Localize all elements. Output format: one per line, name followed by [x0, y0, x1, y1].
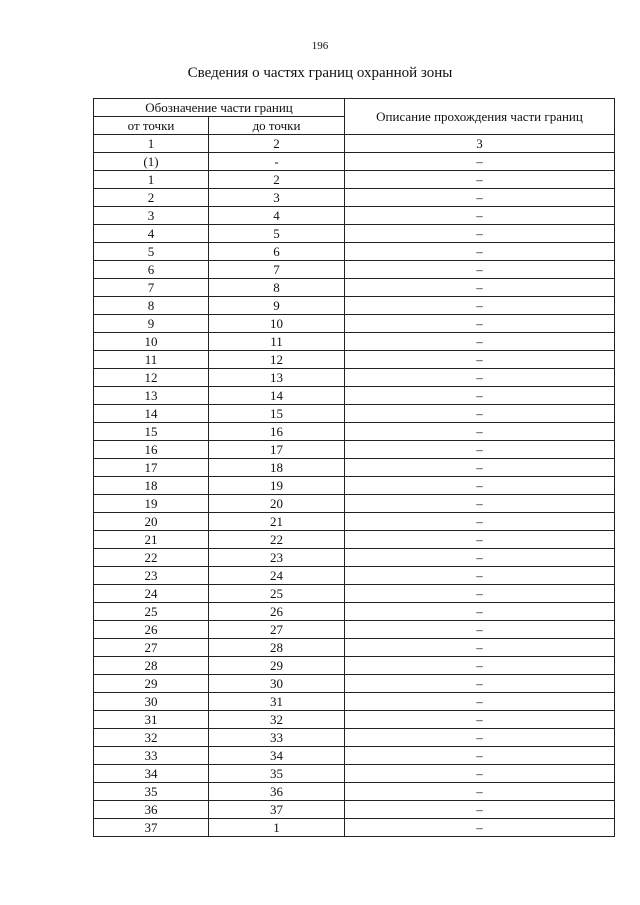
table-row — [94, 225, 615, 243]
from-point-cell: 20 — [94, 513, 209, 531]
to-point-cell: 22 — [209, 531, 345, 549]
to-point-cell: 29 — [209, 657, 345, 675]
table-row — [94, 801, 615, 819]
table-row — [94, 153, 615, 171]
description-cell: – — [345, 369, 615, 387]
description-cell: – — [345, 603, 615, 621]
from-point-cell: 32 — [94, 729, 209, 747]
description-cell: – — [345, 225, 615, 243]
description-cell: – — [345, 693, 615, 711]
table-row — [94, 531, 615, 549]
to-point-cell: 11 — [209, 333, 345, 351]
description-cell: – — [345, 783, 615, 801]
to-point-cell: - — [209, 153, 345, 171]
description-cell: – — [345, 441, 615, 459]
to-point-cell: 18 — [209, 459, 345, 477]
to-point-cell: 36 — [209, 783, 345, 801]
from-point-cell: 31 — [94, 711, 209, 729]
to-point-cell: 33 — [209, 729, 345, 747]
description-cell: – — [345, 639, 615, 657]
from-point-cell: 23 — [94, 567, 209, 585]
description-cell: – — [345, 657, 615, 675]
table-row — [94, 405, 615, 423]
to-point-cell: 30 — [209, 675, 345, 693]
description-cell: – — [345, 495, 615, 513]
table-row — [94, 747, 615, 765]
table-header — [94, 99, 615, 153]
from-point-cell: 2 — [94, 189, 209, 207]
from-point-cell: 13 — [94, 387, 209, 405]
column-number-1: 1 — [94, 135, 209, 153]
from-point-cell: 26 — [94, 621, 209, 639]
table-row — [94, 693, 615, 711]
to-point-cell: 13 — [209, 369, 345, 387]
description-cell: – — [345, 423, 615, 441]
to-point-cell: 26 — [209, 603, 345, 621]
to-point-cell: 15 — [209, 405, 345, 423]
from-point-cell: 30 — [94, 693, 209, 711]
to-point-cell: 5 — [209, 225, 345, 243]
to-point-cell: 37 — [209, 801, 345, 819]
table-row — [94, 189, 615, 207]
table-row — [94, 765, 615, 783]
from-point-cell: 17 — [94, 459, 209, 477]
from-point-cell: 18 — [94, 477, 209, 495]
description-cell: – — [345, 153, 615, 171]
to-point-cell: 21 — [209, 513, 345, 531]
description-cell: – — [345, 729, 615, 747]
description-cell: – — [345, 405, 615, 423]
description-cell: – — [345, 513, 615, 531]
to-point-cell: 7 — [209, 261, 345, 279]
table-row — [94, 297, 615, 315]
from-point-cell: 36 — [94, 801, 209, 819]
header-to-point: до точки — [209, 117, 345, 135]
column-number-3: 3 — [345, 135, 615, 153]
table-row — [94, 351, 615, 369]
to-point-cell: 2 — [209, 171, 345, 189]
table-row — [94, 621, 615, 639]
description-cell: – — [345, 675, 615, 693]
table-row — [94, 567, 615, 585]
to-point-cell: 8 — [209, 279, 345, 297]
from-point-cell: 24 — [94, 585, 209, 603]
to-point-cell: 32 — [209, 711, 345, 729]
header-boundary-designation: Обозначение части границ — [94, 99, 345, 117]
table-row — [94, 207, 615, 225]
to-point-cell: 27 — [209, 621, 345, 639]
from-point-cell: 34 — [94, 765, 209, 783]
table-row — [94, 243, 615, 261]
to-point-cell: 31 — [209, 693, 345, 711]
table-row — [94, 369, 615, 387]
from-point-cell: 35 — [94, 783, 209, 801]
from-point-cell: 37 — [94, 819, 209, 837]
from-point-cell: 10 — [94, 333, 209, 351]
boundary-parts-table — [93, 98, 615, 837]
to-point-cell: 12 — [209, 351, 345, 369]
to-point-cell: 35 — [209, 765, 345, 783]
table-row — [94, 729, 615, 747]
table-row — [94, 711, 615, 729]
to-point-cell: 19 — [209, 477, 345, 495]
from-point-cell: 19 — [94, 495, 209, 513]
description-cell: – — [345, 387, 615, 405]
from-point-cell: 9 — [94, 315, 209, 333]
page-title: Сведения о частях границ охранной зоны — [187, 65, 453, 81]
description-cell: – — [345, 567, 615, 585]
from-point-cell: 6 — [94, 261, 209, 279]
from-point-cell: 25 — [94, 603, 209, 621]
from-point-cell: 12 — [94, 369, 209, 387]
from-point-cell: 33 — [94, 747, 209, 765]
table-row — [94, 441, 615, 459]
to-point-cell: 28 — [209, 639, 345, 657]
from-point-cell: 27 — [94, 639, 209, 657]
from-point-cell: 8 — [94, 297, 209, 315]
to-point-cell: 20 — [209, 495, 345, 513]
description-cell: – — [345, 333, 615, 351]
from-point-cell: 22 — [94, 549, 209, 567]
table-row — [94, 603, 615, 621]
table-row — [94, 423, 615, 441]
table-row — [94, 639, 615, 657]
from-point-cell: 7 — [94, 279, 209, 297]
to-point-cell: 25 — [209, 585, 345, 603]
to-point-cell: 24 — [209, 567, 345, 585]
to-point-cell: 6 — [209, 243, 345, 261]
from-point-cell: 11 — [94, 351, 209, 369]
table-row — [94, 495, 615, 513]
description-cell: – — [345, 315, 615, 333]
to-point-cell: 3 — [209, 189, 345, 207]
description-cell: – — [345, 207, 615, 225]
from-point-cell: 29 — [94, 675, 209, 693]
description-cell: – — [345, 531, 615, 549]
to-point-cell: 4 — [209, 207, 345, 225]
table-row — [94, 585, 615, 603]
table-row — [94, 261, 615, 279]
table-row — [94, 819, 615, 837]
to-point-cell: 17 — [209, 441, 345, 459]
description-cell: – — [345, 819, 615, 837]
table-row — [94, 657, 615, 675]
description-cell: – — [345, 243, 615, 261]
to-point-cell: 34 — [209, 747, 345, 765]
from-point-cell: 14 — [94, 405, 209, 423]
column-number-row — [94, 135, 615, 153]
description-cell: – — [345, 477, 615, 495]
description-cell: – — [345, 351, 615, 369]
to-point-cell: 16 — [209, 423, 345, 441]
to-point-cell: 1 — [209, 819, 345, 837]
from-point-cell: 21 — [94, 531, 209, 549]
from-point-cell: 5 — [94, 243, 209, 261]
header-from-point: от точки — [94, 117, 209, 135]
description-cell: – — [345, 279, 615, 297]
description-cell: – — [345, 765, 615, 783]
header-boundary-description: Описание прохождения части границ — [345, 99, 615, 135]
table-row — [94, 333, 615, 351]
to-point-cell: 23 — [209, 549, 345, 567]
table-row — [94, 279, 615, 297]
from-point-cell: (1) — [94, 153, 209, 171]
description-cell: – — [345, 801, 615, 819]
description-cell: – — [345, 261, 615, 279]
description-cell: – — [345, 549, 615, 567]
to-point-cell: 14 — [209, 387, 345, 405]
table-row — [94, 477, 615, 495]
from-point-cell: 28 — [94, 657, 209, 675]
from-point-cell: 4 — [94, 225, 209, 243]
description-cell: – — [345, 189, 615, 207]
table-row — [94, 513, 615, 531]
description-cell: – — [345, 459, 615, 477]
to-point-cell: 10 — [209, 315, 345, 333]
table-row — [94, 549, 615, 567]
description-cell: – — [345, 171, 615, 189]
description-cell: – — [345, 297, 615, 315]
table-row — [94, 783, 615, 801]
table-body — [94, 153, 615, 837]
table-row — [94, 315, 615, 333]
page-number: 196 — [311, 40, 329, 52]
table-row — [94, 459, 615, 477]
from-point-cell: 16 — [94, 441, 209, 459]
table-row — [94, 171, 615, 189]
description-cell: – — [345, 585, 615, 603]
table-row — [94, 675, 615, 693]
table-row — [94, 387, 615, 405]
description-cell: – — [345, 711, 615, 729]
column-number-2: 2 — [209, 135, 345, 153]
description-cell: – — [345, 621, 615, 639]
from-point-cell: 1 — [94, 171, 209, 189]
from-point-cell: 15 — [94, 423, 209, 441]
to-point-cell: 9 — [209, 297, 345, 315]
description-cell: – — [345, 747, 615, 765]
from-point-cell: 3 — [94, 207, 209, 225]
